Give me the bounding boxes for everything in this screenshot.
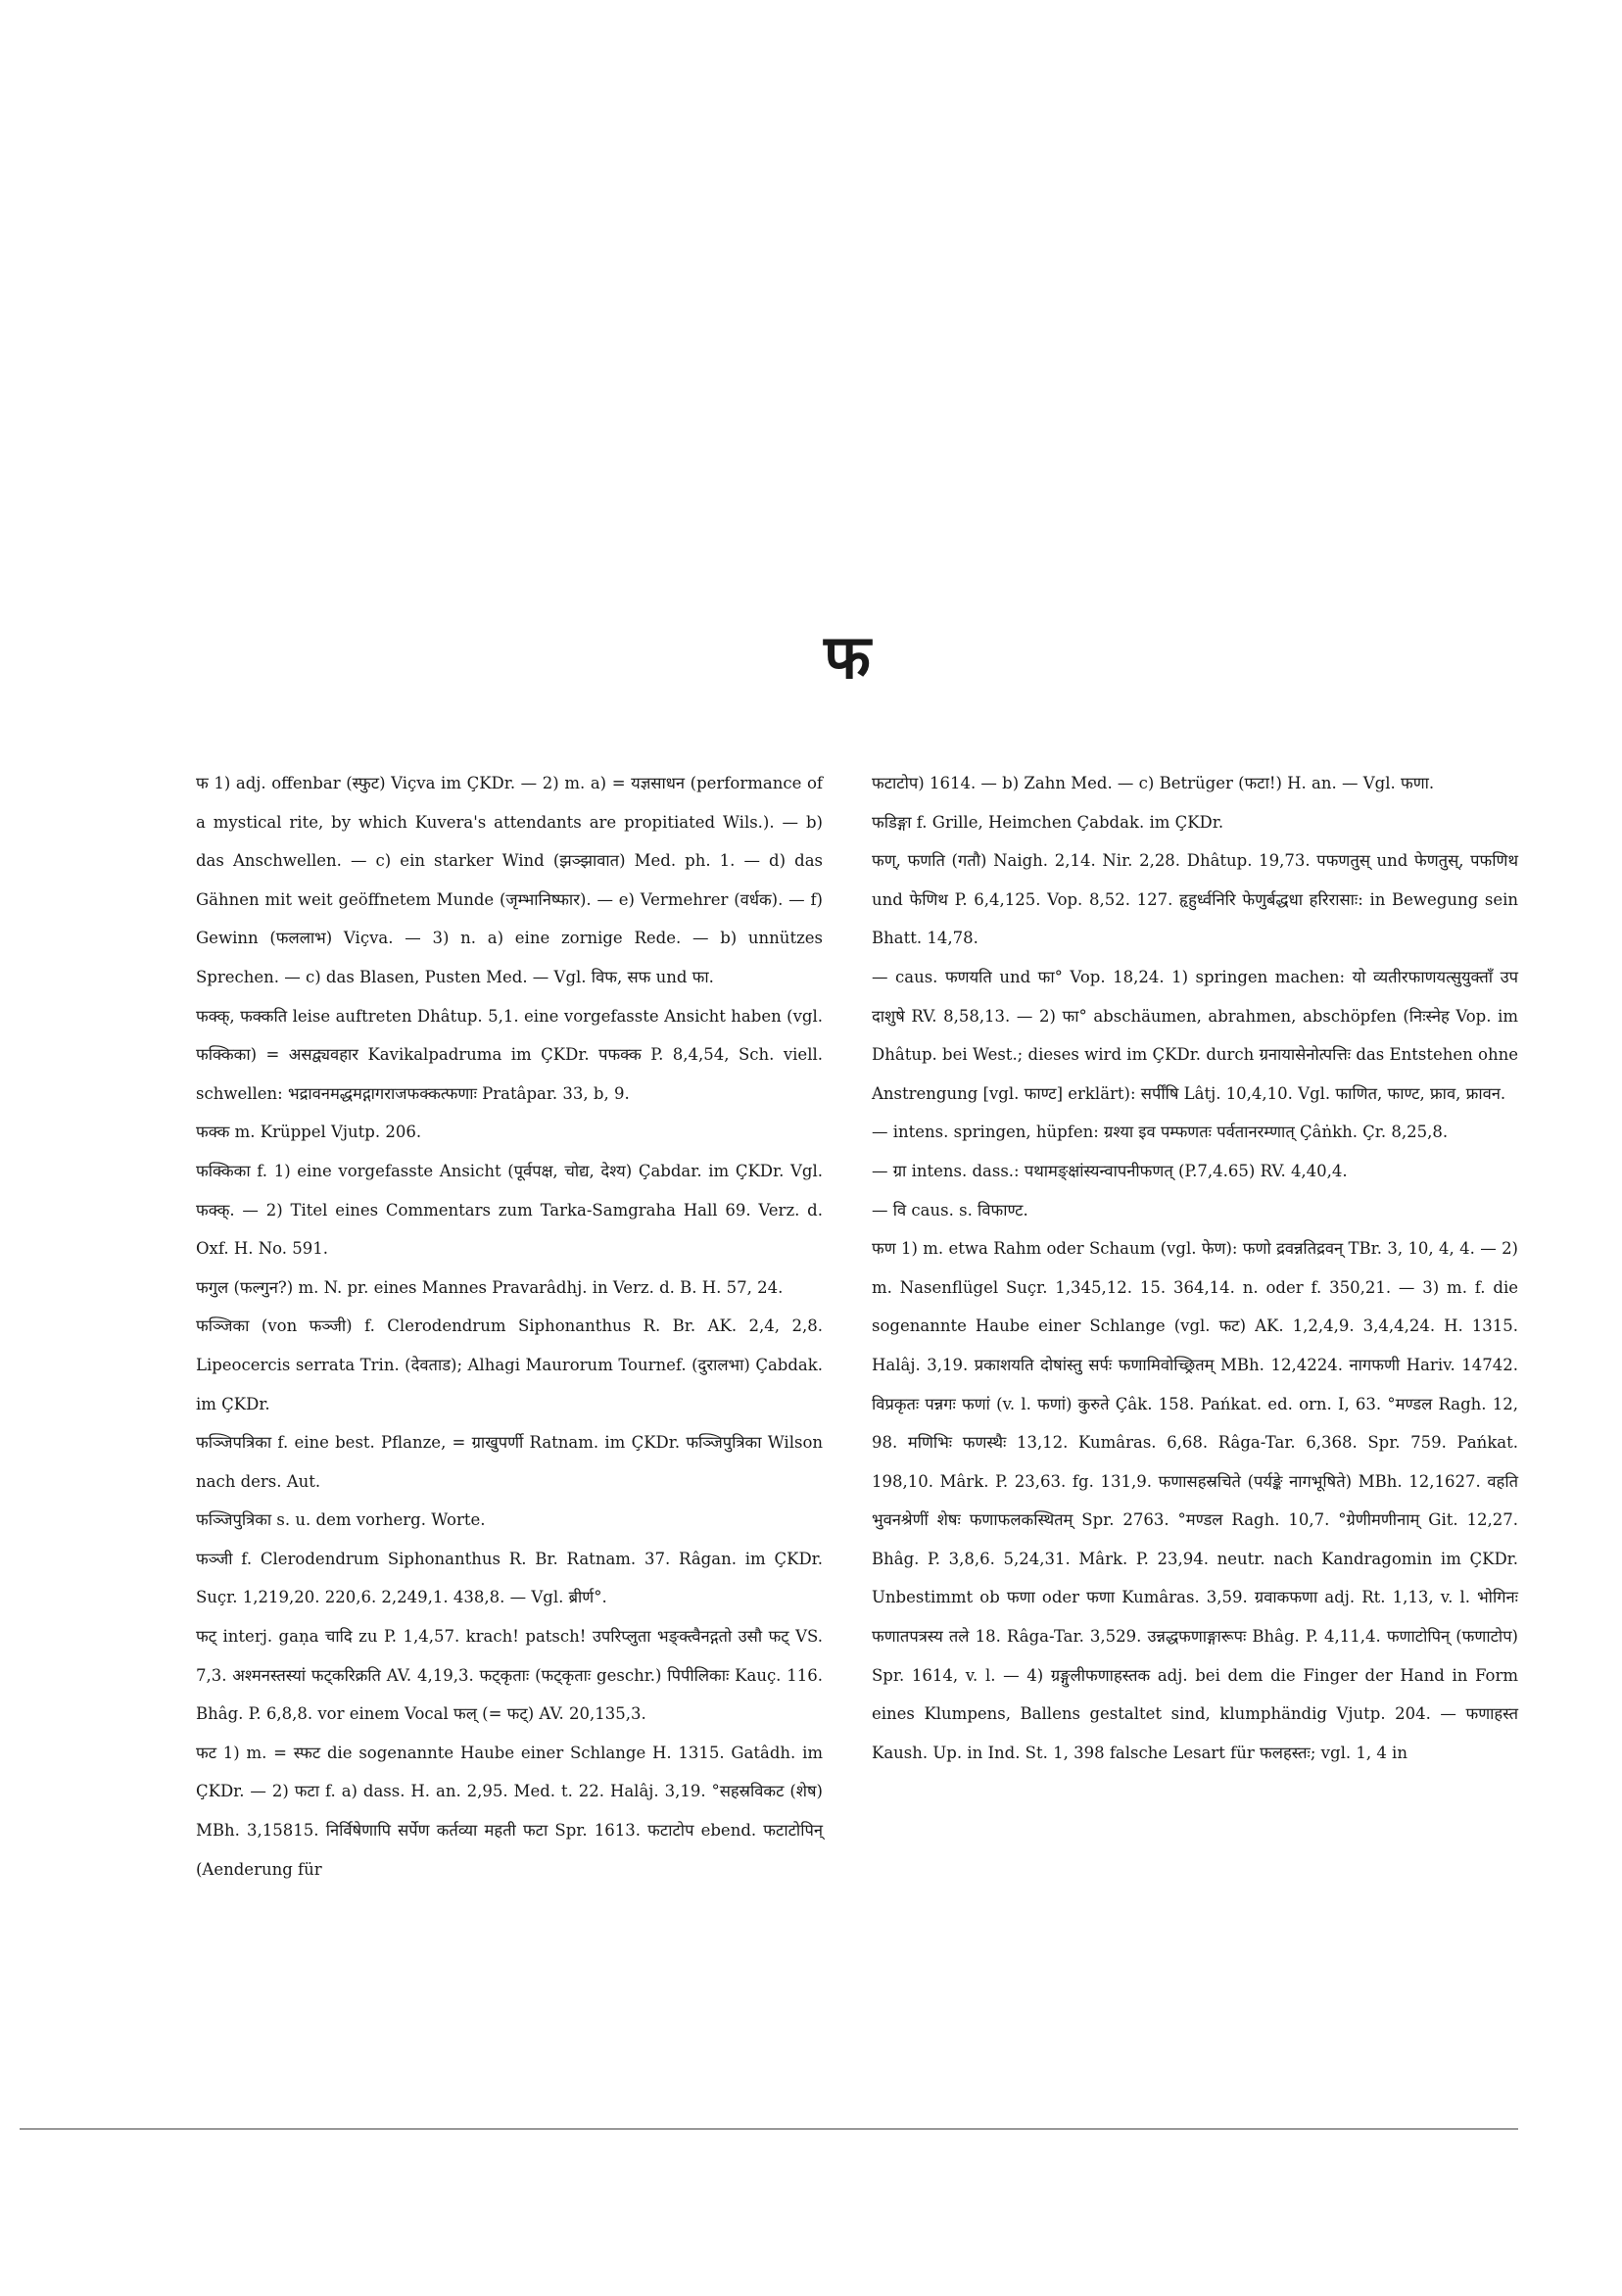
dictionary-entry: फञ्जी f. Clerodendrum Siphonanthus R. Br. Ratnam. 37. Râgan. im ÇKDr. Suçr. 1,219,20. 220,6. 2,249,1. 438,8. — Vgl. ब्रीर्ण°. (196, 1549, 823, 1607)
dictionary-entry: फट 1) m. = स्फट die sogenannte Haube einer Schlange H. 1315. Gatâdh. im ÇKDr. — 2) फटा f. a) dass. H. an. 2,95. Med. t. 22. Halâj. 3,19. °सहस्रविकट (शेष) MBh. 3,15815. निर्विषेणापि सर्पेण कर्तव्या महती फटा Spr. 1613. फटाटोप ebend. फटाटोपिन् (Aenderung für (196, 1743, 823, 1879)
dictionary-entry: — intens. springen, hüpfen: ग्रश्या इव पम्फणतः पर्वतानरम्णात् Çâṅkh. Çr. 8,25,8. (872, 1123, 1449, 1142)
dictionary-entry: फण्, फणति (गतौ) Naigh. 2,14. Nir. 2,28. Dhâtup. 19,73. पफणतुस् und फेणतुस्, पफणिथ und फेणिथ P. 6,4,125. Vop. 8,52. 127. हृहुर्ध्वनिरि फेणुर्बद्धधा हरिरासाः: in Bewegung sein Bhatt. 14,78. (872, 851, 1518, 948)
dictionary-entry: फञ्जिपत्रिका f. eine best. Pflanze, = ग्राखुपर्णी Ratnam. im ÇKDr. फञ्जिपुत्रिका Wilson nach ders. Aut. (196, 1433, 823, 1491)
section-heading-letter: फ (824, 621, 871, 693)
dictionary-entry: — ग्रा intens. dass.: पथामङ्क्षांस्यन्वापनीफणत् (P.7,4.65) RV. 4,40,4. (872, 1161, 1348, 1180)
dictionary-entry: फक्क m. Krüppel Vjutp. 206. (196, 1123, 422, 1142)
dictionary-entry: फट् interj. gaṇa चादि zu P. 1,4,57. krach! patsch! उपरिप्लुता भङ्क्त्वैनद्गतो उसौ फट् VS. 7,3. अश्मनस्तस्यां फट्करिक्रति AV. 4,19,3. फट्कृताः (फट्कृताः geschr.) पिपीलिकाः Kauç. 116. Bhâg. P. 6,8,8. vor einem Vocal फल् (= फट्) AV. 20,135,3. (196, 1627, 823, 1724)
dictionary-entry: फञ्जिपुत्रिका s. u. dem vorherg. Worte. (196, 1510, 486, 1530)
dictionary-entry: फ 1) adj. offenbar (स्फुट) Viçva im ÇKDr. — 2) m. a) = यज्ञसाधन (performance of a mystical rite, by which Kuvera's attendants are propitiated Wils.). — b) das Anschwellen. — c) ein starker Wind (झञ्झावात) Med. ph. 1. — d) das Gähnen mit weit geöffnetem Munde (जृम्भानिष्फार). — e) Vermehrer (वर्धक). — f) Gewinn (फललाभ) Viçva. — 3) n. a) eine zornige Rede. — b) unnützes Sprechen. — c) das Blasen, Pusten Med. — Vgl. विफ, सफ und फा. (196, 774, 823, 986)
dictionary-entry: फटाटोप) 1614. — b) Zahn Med. — c) Betrüger (फटा!) H. an. — Vgl. फणा. (872, 774, 1435, 792)
dictionary-entry: फण 1) m. etwa Rahm oder Schaum (vgl. फेण): फणो द्रवन्नतिद्रवन् TBr. 3, 10, 4, 4. — 2) m. Nasenflügel Suçr. 1,345,12. 15. 364,14. n. oder f. 350,21. — 3) m. f. die sogenannte Haube einer Schlange (vgl. फट) AK. 1,2,4,9. 3,4,4,24. H. 1315. Halâj. 3,19. प्रकाशयति दोषांस्तु सर्पः फणामिवोच्छ्रितम् MBh. 12,4224. नागफणी Hariv. 14742. विप्रकृतः पन्नगः फणां (v. l. फणां) कुरुते Çâk. 158. Pańkat. ed. orn. I, 63. °मण्डल Ragh. 12, 98. मणिभिः फणस्थैः 13,12. Kumâras. 6,68. Râga-Tar. 6,368. Spr. 759. Pańkat. 198,10. Mârk. P. 23,63. fg. 131,9. फणासहस्रचिते (पर्यङ्के नागभूषिते) MBh. 12,1627. वहति भुवनश्रेणीं शेषः फणाफलकस्थितम् Spr. 2763. °मण्डल Ragh. 10,7. °ग्रेणीमणीनाम् Git. 12,27. Bhâg. P. 3,8,6. 5,24,31. Mârk. P. 23,94. neutr. nach Kandragomin im ÇKDr. Unbestimmt ob फणा oder फणा Kumâras. 3,59. ग्रवाकफणा adj. Rt. 1,13, v. l. भोगिनः फणातपत्रस्य तले 18. Râga-Tar. 3,529. उन्नद्धफणाङ्गारूपः Bhâg. P. 4,11,4. फणाटोपिन् (फणाटोप) Spr. 1614, v. l. — 4) ग्रङ्गुलीफणाहस्तक adj. bei dem die Finger der Hand in Form eines Klumpens, Ballens gestaltet sind, klumphändig Vjutp. 204. — फणाहस्त Kaush. Up. in Ind. St. 1, 398 falsche Lesart für फलहस्तः; vgl. 1, 4 in (872, 1239, 1518, 1762)
dictionary-entry: फक्किका f. 1) eine vorgefasste Ansicht (पूर्वपक्ष, चोद्य, देश्य) Çabdar. im ÇKDr. Vgl. फक्क्. — 2) Titel eines Commentars zum Tarka-Samgraha Hall 69. Verz. d. Oxf. H. No. 591. (196, 1161, 823, 1259)
dictionary-entry: फगुल (फल्गुन?) m. N. pr. eines Mannes Pravarâdhj. in Verz. d. B. H. 57, 24. (196, 1277, 784, 1297)
dictionary-entry: — वि caus. s. विफाण्ट. (872, 1200, 1028, 1220)
dictionary-entry: फञ्जिका (von फञ्जी) f. Clerodendrum Siphonanthus R. Br. AK. 2,4, 2,8. Lipeocercis serrata Trin. (देवताड); Alhagi Maurorum Tournef. (दुरालभा) Çabdak. im ÇKDr. (196, 1316, 823, 1413)
dictionary-entry: फक्क्, फक्कति leise auftreten Dhâtup. 5,1. eine vorgefasste Ansicht haben (vgl. फक्किका) = असद्व्यवहार Kavikalpadruma im ÇKDr. पफक्क P. 8,4,54, Sch. viell. schwellen: भद्रावनमद्धमद्गागराजफक्कत्फणाः Pratâpar. 33, b, 9. (196, 1006, 823, 1103)
right-column (872, 764, 1518, 1772)
dictionary-entry: — caus. फणयति und फा° Vop. 18,24. 1) springen machen: यो व्यतीरफाणयत्सुयुक्ताँ उप दाशुषे RV. 8,58,13. — 2) फा° abschäumen, abrahmen, abschöpfen (निःस्नेह Vop. im Dhâtup. bei West.; dieses wird im ÇKDr. durch ग्रनायासेनोत्पत्तिः das Entstehen ohne Anstrengung [vgl. फाण्ट] erklärt): सर्पींषि Lâtj. 10,4,10. Vgl. फाणित, फाण्ट, फ्राव, फ्रावन. (872, 967, 1518, 1103)
left-column (196, 764, 823, 1889)
dictionary-entry: फडिङ्गा f. Grille, Heimchen Çabdak. im ÇKDr. (872, 812, 1224, 832)
